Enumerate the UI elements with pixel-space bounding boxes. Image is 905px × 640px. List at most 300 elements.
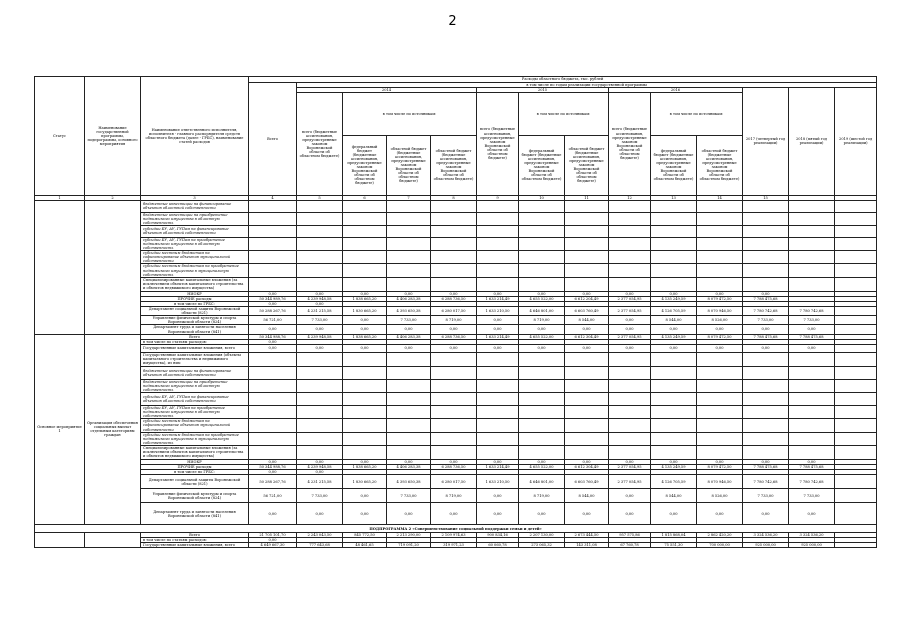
value-cell: 50 288 267,76: [249, 307, 297, 316]
empty-cell: [249, 393, 297, 406]
empty-cell: [835, 379, 877, 392]
col-2016-fed: федеральный бюджет (бюджетные ассигнования, предусмотренные законом Воронежской области об областном бюджете): [651, 135, 697, 195]
value-cell: 0,00: [249, 325, 297, 334]
value-cell: 50 344 988,76: [249, 465, 297, 470]
empty-cell: [249, 225, 297, 237]
value-cell: 0,00: [609, 503, 651, 525]
value-cell: 0,00: [697, 291, 743, 296]
incl-2016: в том числе по источникам:: [651, 93, 743, 135]
empty-cell: [249, 379, 297, 392]
empty-cell: [477, 251, 519, 264]
value-cell: 2 862 420,20: [697, 533, 743, 538]
col-2016-total: всего (бюджетные ассигнования, предусмотренные законом Воронежской области об областном бюджете): [609, 93, 651, 195]
empty-cell: [743, 225, 789, 237]
value-cell: 8 719,00: [431, 489, 477, 503]
empty-cell: [387, 264, 431, 277]
value-cell: 0,00: [789, 325, 835, 334]
empty-cell: [565, 200, 609, 212]
empty-cell: [249, 406, 297, 419]
value-cell: 1 838 665,20: [343, 465, 387, 470]
row-label: ПРОЧИЕ расходы: [141, 465, 249, 470]
empty-cell: [519, 264, 565, 277]
empty-cell: [343, 406, 387, 419]
value-cell: 7 733,00: [789, 316, 835, 325]
empty-cell: [835, 325, 877, 334]
empty-cell: [343, 352, 387, 366]
item-label: субсидии местным бюджетам на софинансирование объектов муниципальной собственности: [141, 251, 249, 264]
empty-cell: [609, 251, 651, 264]
value-cell: 56 721,00: [249, 489, 297, 503]
value-cell: 7 733,00: [789, 489, 835, 503]
empty-cell: [789, 237, 835, 250]
empty-cell: [519, 366, 565, 379]
value-cell: 1 633 214,49: [477, 296, 519, 301]
column-number: 1: [35, 195, 85, 200]
value-cell: 0,00: [249, 538, 297, 543]
item-label: субсидии местным бюджетам на приобретение недвижимого имущества в муниципальную собственность: [141, 264, 249, 277]
empty-cell: [387, 200, 431, 212]
value-cell: 0,00: [387, 344, 431, 352]
col-2014-total: всего (бюджетные ассигнования, предусмотренные законом Воронежской области об областном бюджете): [297, 93, 343, 195]
empty-cell: [249, 352, 297, 366]
empty-cell: [743, 237, 789, 250]
column-number: 4: [249, 195, 297, 200]
empty-cell: [387, 419, 431, 432]
value-cell: 6 612 304,49: [565, 334, 609, 339]
empty-cell: [387, 445, 431, 459]
value-cell: 0,00: [789, 344, 835, 352]
value-cell: 0,00: [297, 301, 343, 306]
value-cell: 4 239 948,58: [297, 334, 343, 339]
empty-cell: [387, 225, 431, 237]
empty-cell: [835, 264, 877, 277]
empty-cell: [565, 212, 609, 225]
value-cell: 8 719,00: [519, 316, 565, 325]
item-label: Специализированные капитальные вложения (за исключением объектов капитального строительства и объектов недвижимого имущества): [141, 277, 249, 291]
value-cell: 8 544,00: [651, 489, 697, 503]
grbs-label: Департамент социальной защиты Воронежской области (821): [141, 475, 249, 489]
empty-cell: [651, 212, 697, 225]
value-cell: 4 406 283,38: [387, 465, 431, 470]
empty-cell: [249, 200, 297, 212]
empty-cell: [743, 277, 789, 291]
empty-cell: [297, 393, 343, 406]
status-cell: [35, 200, 85, 334]
empty-cell: [343, 277, 387, 291]
value-cell: 0,00: [609, 291, 651, 296]
empty-cell: [297, 379, 343, 392]
empty-cell: [565, 445, 609, 459]
empty-cell: [651, 419, 697, 432]
value-cell: 777 643,68: [297, 543, 343, 548]
empty-cell: [651, 406, 697, 419]
name-cell: [85, 533, 141, 548]
empty-cell: [609, 432, 651, 445]
empty-cell: [697, 366, 743, 379]
empty-cell: [835, 200, 877, 212]
empty-cell: [835, 251, 877, 264]
value-cell: 8 079 472,50: [697, 296, 743, 301]
value-cell: 1 830 665,20: [343, 307, 387, 316]
empty-cell: [697, 277, 743, 291]
empty-cell: [297, 419, 343, 432]
value-cell: 0,00: [387, 503, 431, 525]
value-cell: 0,00: [343, 325, 387, 334]
value-cell: 7 788 475,68: [789, 465, 835, 470]
value-cell: 8 070 946,50: [697, 475, 743, 489]
empty-cell: [835, 475, 877, 489]
empty-cell: [697, 200, 743, 212]
empty-cell: [431, 406, 477, 419]
value-cell: 50 288 267,76: [249, 475, 297, 489]
value-cell: 0,00: [789, 459, 835, 464]
empty-cell: [697, 419, 743, 432]
value-cell: 0,00: [431, 291, 477, 296]
value-cell: 8 526,00: [697, 316, 743, 325]
empty-cell: [431, 366, 477, 379]
grbs-label: Управление физической культуры и спорта Воронежской области (824): [141, 316, 249, 325]
value-cell: 273 065,32: [519, 543, 565, 548]
value-cell: 2 377 054,95: [609, 307, 651, 316]
empty-cell: [697, 225, 743, 237]
empty-cell: [297, 277, 343, 291]
empty-cell: [477, 200, 519, 212]
year-2015: 2015: [477, 88, 609, 93]
empty-cell: [743, 264, 789, 277]
empty-cell: [431, 251, 477, 264]
value-cell: 0,00: [519, 344, 565, 352]
value-cell: 6 280 017,50: [431, 475, 477, 489]
value-cell: 1 838 665,20: [343, 296, 387, 301]
name-cell: [85, 200, 141, 334]
value-cell: 0,00: [697, 503, 743, 525]
empty-cell: [519, 225, 565, 237]
empty-cell: [609, 445, 651, 459]
value-cell: 0,00: [249, 503, 297, 525]
value-cell: 0,00: [565, 503, 609, 525]
empty-cell: [651, 366, 697, 379]
value-cell: 75 551,30: [651, 543, 697, 548]
col-2018: 2018 (пятый год реализации): [789, 88, 835, 195]
col-2015-reg: областной бюджет (бюджетные ассигнования, предусмотренные законом Воронежской области об областном бюджете): [565, 135, 609, 195]
empty-cell: [519, 212, 565, 225]
col-2014-reg: областной бюджет (бюджетные ассигнования, предусмотренные законом Воронежской области об областном бюджете): [387, 135, 431, 195]
value-cell: 0,00: [519, 503, 565, 525]
grbs-label: Департамент социальной защиты Воронежской области (821): [141, 307, 249, 316]
empty-cell: [477, 419, 519, 432]
value-cell: 6 603 760,49: [565, 307, 609, 316]
empty-cell: [835, 366, 877, 379]
empty-cell: [297, 251, 343, 264]
value-cell: 143 311,08: [565, 543, 609, 548]
value-cell: 0,00: [609, 489, 651, 503]
col-2014-reg2: областной бюджет (бюджетные ассигнования, предусмотренные законом Воронежской области об областном бюджете): [431, 135, 477, 195]
empty-cell: [565, 419, 609, 432]
value-cell: 4 135 249,59: [651, 465, 697, 470]
empty-cell: [249, 237, 297, 250]
value-cell: 7 733,00: [743, 316, 789, 325]
empty-cell: [789, 212, 835, 225]
item-label: субсидии БУ, АУ, ГУПам на приобретение недвижимого имущества в областную собственность: [141, 237, 249, 250]
empty-cell: [565, 225, 609, 237]
empty-cell: [697, 251, 743, 264]
empty-cell: [697, 445, 743, 459]
value-cell: 4 126 705,59: [651, 307, 697, 316]
col-2015-total: всего (бюджетные ассигнования, предусмотренные законом Воронежской области об областном бюджете): [477, 93, 519, 195]
empty-cell: [249, 366, 297, 379]
row-label: НИОКР: [141, 459, 249, 464]
value-cell: 1 815 868,04: [651, 533, 697, 538]
empty-cell: [477, 432, 519, 445]
value-cell: 0,00: [519, 325, 565, 334]
empty-cell: [297, 225, 343, 237]
empty-cell: [743, 445, 789, 459]
value-cell: 0,00: [387, 291, 431, 296]
row-label: Всего: [141, 533, 249, 538]
empty-cell: [431, 200, 477, 212]
empty-cell: [697, 406, 743, 419]
value-cell: 2 207 130,00: [519, 533, 565, 538]
empty-cell: [249, 432, 297, 445]
row-label: в том числе по статьям расходов:: [141, 339, 249, 344]
row-label: ПРОЧИЕ расходы: [141, 296, 249, 301]
value-cell: 0,00: [651, 291, 697, 296]
empty-cell: [297, 366, 343, 379]
empty-cell: [519, 419, 565, 432]
empty-cell: [249, 445, 297, 459]
empty-cell: [651, 352, 697, 366]
empty-cell: [519, 445, 565, 459]
value-cell: 1 633 214,49: [477, 334, 519, 339]
empty-cell: [477, 352, 519, 366]
column-number: 3: [141, 195, 249, 200]
empty-cell: [565, 379, 609, 392]
value-cell: 2 377 054,95: [609, 296, 651, 301]
year-2016: 2016: [609, 88, 743, 93]
empty-cell: [835, 445, 877, 459]
empty-cell: [651, 432, 697, 445]
empty-cell: [477, 406, 519, 419]
empty-cell: [297, 352, 343, 366]
value-cell: 0,00: [477, 325, 519, 334]
value-cell: 0,00: [565, 325, 609, 334]
empty-cell: [609, 379, 651, 392]
value-cell: 8 079 472,50: [697, 334, 743, 339]
empty-cell: [609, 406, 651, 419]
empty-cell: [565, 393, 609, 406]
value-cell: 0,00: [297, 291, 343, 296]
empty-cell: [431, 445, 477, 459]
empty-cell: [387, 393, 431, 406]
empty-cell: [249, 277, 297, 291]
empty-cell: [519, 277, 565, 291]
value-cell: 0,00: [565, 459, 609, 464]
empty-cell: [651, 251, 697, 264]
empty-cell: [431, 419, 477, 432]
value-cell: 50 344 988,76: [249, 334, 297, 339]
empty-cell: [835, 344, 877, 352]
value-cell: 4 231 215,58: [297, 475, 343, 489]
value-cell: 7 788 475,68: [743, 296, 789, 301]
value-cell: 0,00: [609, 344, 651, 352]
empty-cell: [789, 445, 835, 459]
empty-cell: [609, 277, 651, 291]
item-label: бюджетные инвестиции на финансирование объектов областной собственности: [141, 366, 249, 379]
value-cell: 4 655 522,00: [519, 334, 565, 339]
value-cell: 7 788 475,68: [789, 334, 835, 339]
empty-cell: [343, 432, 387, 445]
empty-cell: [477, 393, 519, 406]
empty-cell: [387, 251, 431, 264]
value-cell: 0,00: [249, 344, 297, 352]
col-status: Статус: [35, 77, 85, 196]
empty-cell: [743, 366, 789, 379]
col-name: Наименование государственной программы, подпрограммы, основного мероприятия: [85, 77, 141, 196]
empty-cell: [651, 200, 697, 212]
empty-cell: [789, 393, 835, 406]
empty-cell: [835, 432, 877, 445]
subprogram-title: ПОДПРОГРАММА 2 «Совершенствование социальной поддержки семьи и детей»: [35, 525, 877, 533]
empty-cell: [609, 393, 651, 406]
page-number: 2: [448, 14, 457, 29]
empty-cell: [835, 316, 877, 325]
value-cell: 1 633 210,50: [477, 307, 519, 316]
empty-cell: [387, 379, 431, 392]
value-cell: 719 091,20: [387, 543, 431, 548]
empty-cell: [387, 432, 431, 445]
item-label: Государственные капитальные вложения (объекты капитального строительства и недвижимого имущества), из них:: [141, 352, 249, 366]
value-cell: 925 000,00: [743, 543, 789, 548]
budget-table: [34, 76, 877, 548]
empty-cell: [835, 212, 877, 225]
value-cell: 8 544,00: [651, 316, 697, 325]
value-cell: 319 971,23: [431, 543, 477, 548]
empty-cell: [789, 225, 835, 237]
value-cell: 8 544,00: [565, 316, 609, 325]
col-2016-reg: областной бюджет (бюджетные ассигнования, предусмотренные законом Воронежской области об областном бюджете): [697, 135, 743, 195]
value-cell: 0,00: [249, 339, 297, 344]
value-cell: 7 780 742,68: [789, 475, 835, 489]
empty-cell: [835, 277, 877, 291]
empty-cell: [343, 212, 387, 225]
empty-cell: [343, 366, 387, 379]
empty-cell: [431, 393, 477, 406]
item-label: Специализированные капитальные вложения (за исключением объектов капитального строительства и объектов недвижимого имущества): [141, 445, 249, 459]
value-cell: 0,00: [609, 316, 651, 325]
value-cell: 0,00: [431, 344, 477, 352]
main-event-status: Основное мероприятие 1: [35, 334, 85, 525]
value-cell: 0,00: [743, 325, 789, 334]
value-cell: 2 377 054,95: [609, 334, 651, 339]
item-label: субсидии БУ, АУ, ГУПам на приобретение недвижимого имущества в областную собственность: [141, 406, 249, 419]
value-cell: 0,00: [249, 459, 297, 464]
value-cell: 3 324 536,20: [789, 533, 835, 538]
value-cell: 7 733,00: [387, 489, 431, 503]
value-cell: 0,00: [651, 325, 697, 334]
value-cell: 8 070 946,50: [697, 307, 743, 316]
item-label: субсидии БУ, АУ, ГУПам на финансирование объектов областной собственности: [141, 393, 249, 406]
empty-cell: [519, 393, 565, 406]
empty-cell: [297, 237, 343, 250]
empty-cell: [697, 237, 743, 250]
empty-cell: [343, 393, 387, 406]
value-cell: 4 406 283,38: [387, 296, 431, 301]
empty-cell: [835, 503, 877, 525]
empty-cell: [343, 445, 387, 459]
empty-cell: [477, 445, 519, 459]
value-cell: 0,00: [297, 325, 343, 334]
column-number: 2: [85, 195, 141, 200]
value-cell: 0,00: [697, 325, 743, 334]
value-cell: 0,00: [565, 291, 609, 296]
value-cell: 4 231 215,58: [297, 307, 343, 316]
value-cell: 4 646 801,00: [519, 307, 565, 316]
value-cell: 0,00: [519, 291, 565, 296]
empty-cell: [743, 251, 789, 264]
column-number: 10: [519, 195, 565, 200]
empty-cell: [835, 543, 877, 548]
empty-cell: [697, 432, 743, 445]
empty-cell: [697, 352, 743, 366]
empty-cell: [789, 200, 835, 212]
item-label: бюджетные инвестиции на приобретение недвижимого имущества в областную собственность: [141, 212, 249, 225]
value-cell: 0,00: [743, 459, 789, 464]
value-cell: 7 780 742,68: [743, 307, 789, 316]
value-cell: 0,00: [431, 503, 477, 525]
empty-cell: [789, 277, 835, 291]
empty-cell: [297, 200, 343, 212]
empty-cell: [519, 237, 565, 250]
value-cell: 2 213 290,00: [387, 533, 431, 538]
empty-cell: [609, 212, 651, 225]
column-number: 15: [743, 195, 789, 200]
empty-cell: [249, 212, 297, 225]
empty-cell: [519, 406, 565, 419]
status-cell: [35, 533, 85, 548]
empty-cell: [743, 352, 789, 366]
empty-cell: [789, 366, 835, 379]
value-cell: 4 239 948,58: [297, 465, 343, 470]
empty-cell: [789, 432, 835, 445]
empty-cell: [249, 251, 297, 264]
empty-cell: [651, 264, 697, 277]
empty-cell: [343, 237, 387, 250]
value-cell: 60 060,78: [477, 543, 519, 548]
value-cell: 0,00: [697, 459, 743, 464]
empty-cell: [743, 432, 789, 445]
value-cell: 957 575,86: [609, 533, 651, 538]
empty-cell: [565, 251, 609, 264]
col-responsible: Наименование ответственного исполнителя, исполнителя - главного распорядителя средств областного бюджета (далее - ГРБС), наименование статей расходов: [141, 77, 249, 196]
item-label: субсидии местным бюджетам на приобретение недвижимого имущества в муниципальную собственность: [141, 432, 249, 445]
empty-cell: [297, 264, 343, 277]
value-cell: 8 719,00: [431, 316, 477, 325]
grbs-label: Департамент труда и занятости населения Воронежской области (841): [141, 503, 249, 525]
empty-cell: [431, 212, 477, 225]
empty-cell: [743, 406, 789, 419]
empty-cell: [565, 406, 609, 419]
empty-cell: [387, 212, 431, 225]
empty-cell: [651, 393, 697, 406]
value-cell: 0,00: [249, 301, 297, 306]
empty-cell: [249, 419, 297, 432]
column-number: 14: [697, 195, 743, 200]
empty-cell: [697, 264, 743, 277]
empty-cell: [431, 379, 477, 392]
empty-cell: [835, 489, 877, 503]
empty-cell: [609, 352, 651, 366]
value-cell: 0,00: [565, 344, 609, 352]
